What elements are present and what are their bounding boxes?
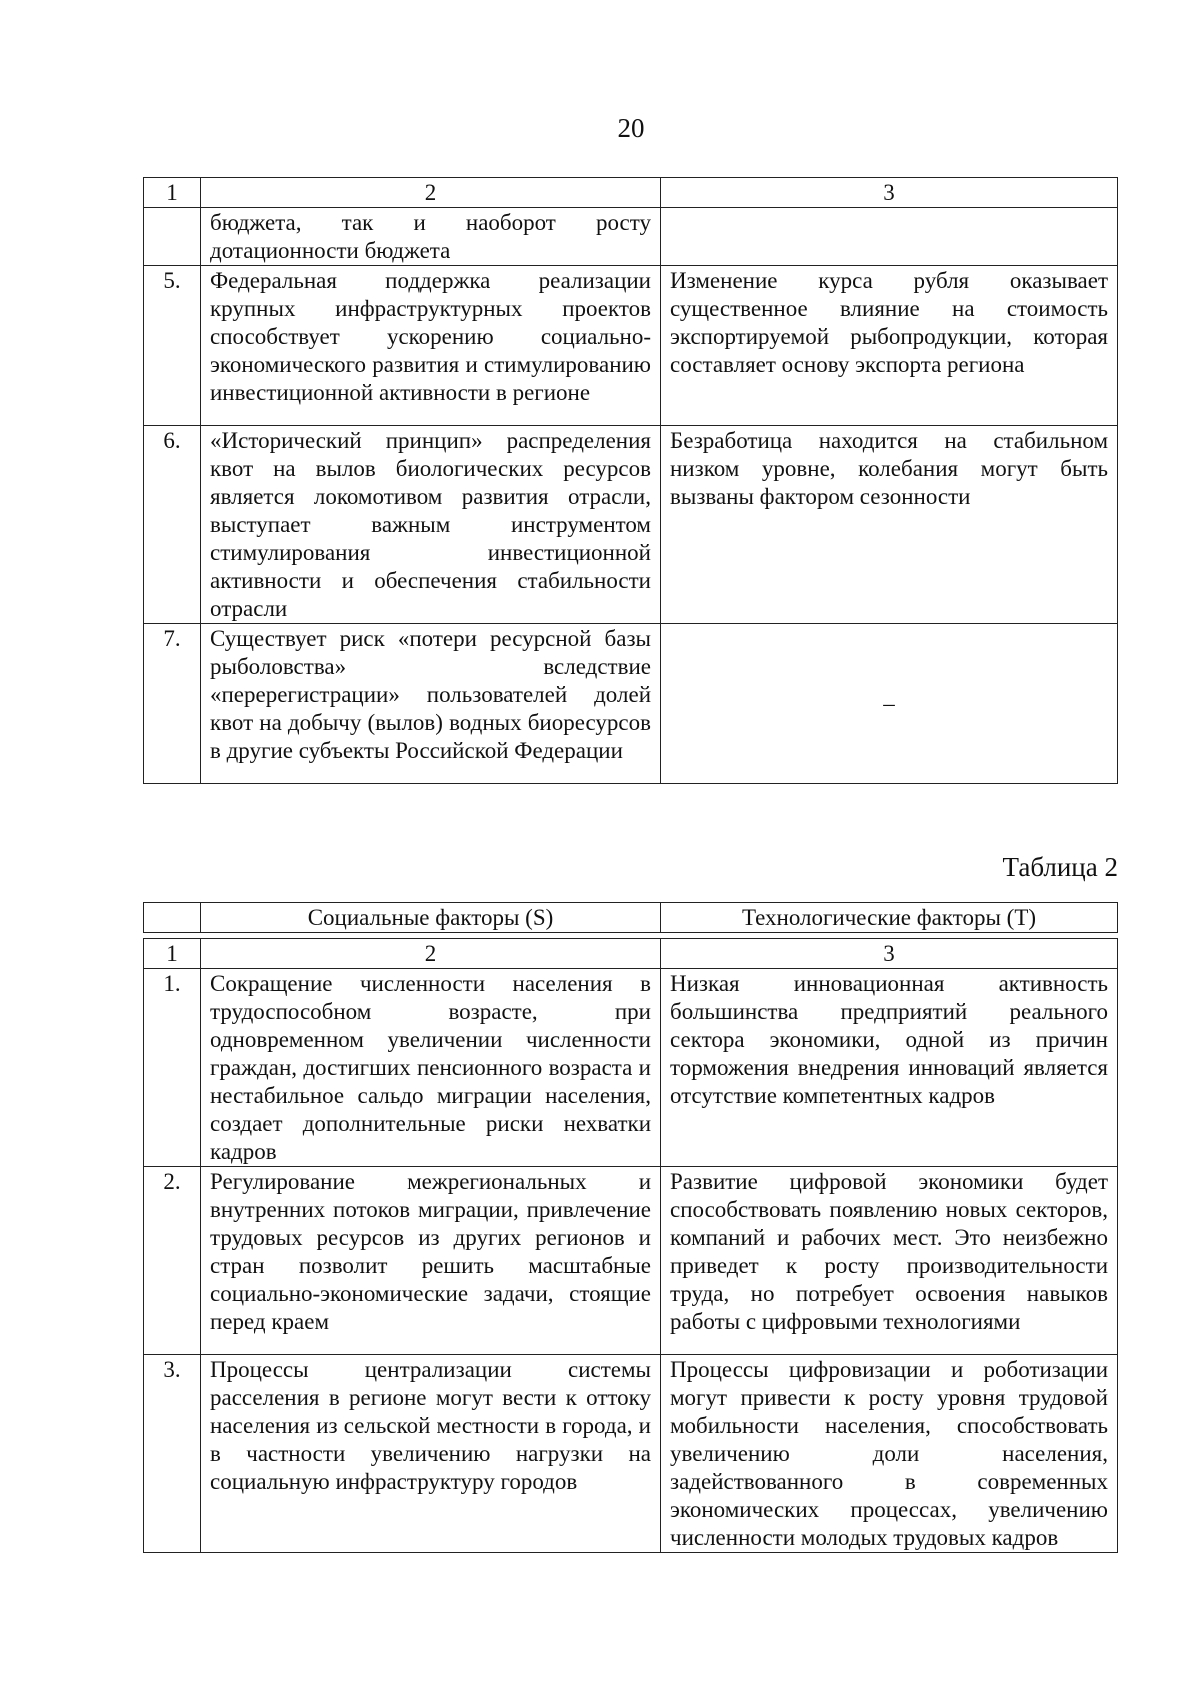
cell-col3: Низкая инновационная активность большинства предприятий реального сектора экономики, одной из причин торможения внедрения инноваций является отсутствие компетентных кадров xyxy=(661,969,1118,1167)
table-row xyxy=(144,969,1118,1167)
table-row xyxy=(144,426,1118,624)
header-technological-factors: Технологические факторы (Т) xyxy=(661,903,1118,933)
cell-col2: «Исторический принцип» распределения квот на вылов биологических ресурсов является локомотивом развития отрасли, выступает важным инструментом стимулирования инвестиционной активности и обеспечения стабильности отрасли xyxy=(201,426,661,624)
table-2-column-numbers-row xyxy=(144,939,1118,969)
column-number-cell: 3 xyxy=(661,178,1118,208)
column-number-cell: 1 xyxy=(144,178,201,208)
table-row xyxy=(144,208,1118,266)
header-social-factors: Социальные факторы (S) xyxy=(201,903,661,933)
cell-col3 xyxy=(661,208,1118,266)
table-2-header xyxy=(143,902,1118,933)
cell-col3: Процессы цифровизации и роботизации могут привести к росту уровня трудовой мобильности населения, способствовать увеличению доли населения, задействованного в современных экономических процессах, увеличению численности молодых трудовых кадров xyxy=(661,1355,1118,1553)
table-row xyxy=(144,624,1118,784)
column-number-cell: 1 xyxy=(144,939,201,969)
cell-col3: – xyxy=(661,624,1118,784)
cell-col2: бюджета, так и наоборот росту дотационности бюджета xyxy=(201,208,661,266)
row-number: 2. xyxy=(144,1167,201,1355)
row-number: 7. xyxy=(144,624,201,784)
table-row xyxy=(144,1167,1118,1355)
cell-col2: Процессы централизации системы расселения в регионе могут вести к оттоку населения из сельской местности в города, и в частности увеличению нагрузки на социальную инфраструктуру городов xyxy=(201,1355,661,1553)
header-empty-cell xyxy=(144,903,201,933)
cell-col3: Развитие цифровой экономики будет способствовать появлению новых секторов, компаний и рабочих мест. Это неизбежно приведет к росту производительности труда, но потребует освоения навыков работы с цифровыми технологиями xyxy=(661,1167,1118,1355)
cell-col3: Безработица находится на стабильном низком уровне, колебания могут быть вызваны фактором сезонности xyxy=(661,426,1118,624)
page-number: 20 xyxy=(617,113,645,143)
cell-col3: Изменение курса рубля оказывает существенное влияние на стоимость экспортируемой рыбопродукции, которая составляет основу экспорта региона xyxy=(661,266,1118,426)
row-number: 3. xyxy=(144,1355,201,1553)
column-number-cell: 3 xyxy=(661,939,1118,969)
cell-col2: Регулирование межрегиональных и внутренних потоков миграции, привлечение трудовых ресурсов из других регионов и стран позволит решить масштабные социально-экономические задачи, стоящие перед краем xyxy=(201,1167,661,1355)
column-number-cell: 2 xyxy=(201,939,661,969)
table-row xyxy=(144,266,1118,426)
table-2-header-row xyxy=(144,903,1118,933)
row-number xyxy=(144,208,201,266)
cell-col2: Существует риск «потери ресурсной базы рыболовства» вследствие «перерегистрации» пользователей долей квот на добычу (вылов) водных биоресурсов в другие субъекты Российской Федерации xyxy=(201,624,661,784)
table-caption: Таблица 2 xyxy=(1002,852,1118,882)
row-number: 5. xyxy=(144,266,201,426)
cell-col2: Сокращение численности населения в трудоспособном возрасте, при одновременном увеличении численности граждан, достигших пенсионного возраста и нестабильное сальдо миграции населения, создает дополнительные риски нехватки кадров xyxy=(201,969,661,1167)
row-number: 1. xyxy=(144,969,201,1167)
row-number: 6. xyxy=(144,426,201,624)
column-number-cell: 2 xyxy=(201,178,661,208)
table-2 xyxy=(143,938,1118,1553)
cell-col2: Федеральная поддержка реализации крупных инфраструктурных проектов способствует ускорению социально-экономического развития и стимулированию инвестиционной активности в регионе xyxy=(201,266,661,426)
table-1 xyxy=(143,177,1118,784)
table-1-column-numbers-row xyxy=(144,178,1118,208)
table-row xyxy=(144,1355,1118,1553)
